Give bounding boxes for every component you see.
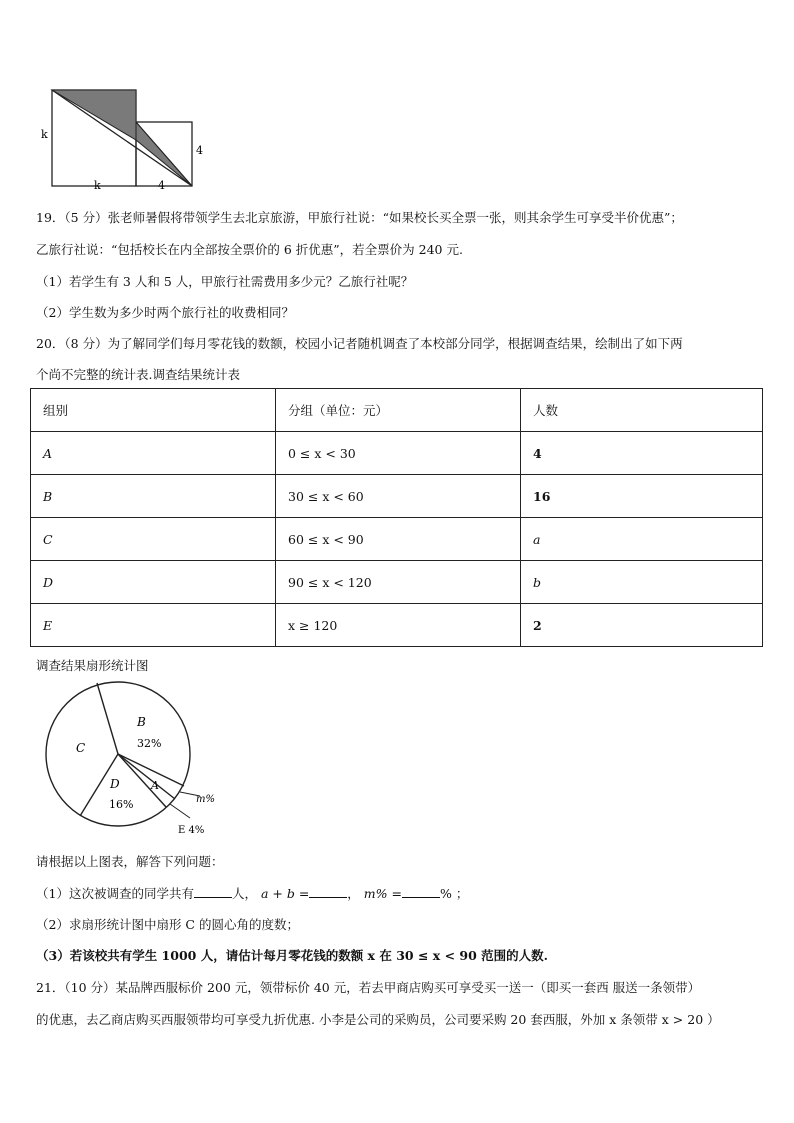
table-row <box>31 518 763 561</box>
cell-count: 2 <box>521 604 763 647</box>
pie-label-e: E 4% <box>178 825 205 836</box>
label-k-left: k <box>41 128 48 141</box>
q20-sub1-text-b: 人， <box>231 886 257 901</box>
pie-pct-b: 32% <box>137 737 162 750</box>
q20-sub2: （2）求扇形统计图中扇形 C 的圆心角的度数； <box>36 917 299 932</box>
q19-sub1: （1）若学生有 3 人和 5 人，甲旅行社需费用多少元？乙旅行社呢？ <box>36 274 414 289</box>
label-4-right: 4 <box>196 144 203 157</box>
cell-range: 90 ≤ x < 120 <box>276 561 521 604</box>
q19-line2: 乙旅行社说：“包括校长在内全部按全票价的 6 折优惠”，若全票价为 240 元. <box>36 242 463 257</box>
statistics-table <box>30 388 763 647</box>
answer-blank-total[interactable] <box>194 885 232 898</box>
table-row <box>31 561 763 604</box>
cell-range: x ≥ 120 <box>276 604 521 647</box>
pie-divider-a-e <box>118 754 175 799</box>
table-row <box>31 604 763 647</box>
pie-label-b: B <box>137 715 146 729</box>
pie-pct-d: 16% <box>109 798 134 811</box>
label-4-bottom: 4 <box>158 179 165 192</box>
header-range: 分组（单位：元） <box>276 389 521 432</box>
cell-range: 0 ≤ x < 30 <box>276 432 521 475</box>
q21-line1: 21．（10 分）某品牌西服标价 200 元，领带标价 40 元，若去甲商店购买可享受买一送一（即买一套西 服送一条领带） <box>36 980 701 995</box>
header-count: 人数 <box>521 389 763 432</box>
q20-prompt: 请根据以上图表，解答下列问题： <box>36 854 224 869</box>
q20-sub1 <box>36 884 468 902</box>
label-k-bottom: k <box>94 179 101 192</box>
cell-count: a <box>521 518 763 561</box>
leader-e <box>170 804 190 818</box>
pie-label-a: A <box>151 779 159 792</box>
table-row <box>31 432 763 475</box>
q20-sub1-comma: ， <box>347 886 360 901</box>
pie-label-d: D <box>110 777 120 791</box>
q20-sub1-eq-ab: a + b = <box>260 886 310 901</box>
q20-line2: 个尚不完整的统计表.调查结果统计表 <box>36 367 240 382</box>
answer-blank-m[interactable] <box>402 885 440 898</box>
cell-count: 4 <box>521 432 763 475</box>
cell-count: 16 <box>521 475 763 518</box>
geometry-figure <box>36 82 206 194</box>
cell-group: E <box>31 604 276 647</box>
q20-sub1-end: % ； <box>439 886 469 901</box>
q20-sub1-text-a: （1）这次被调查的同学共有 <box>36 886 194 901</box>
cell-group: B <box>31 475 276 518</box>
header-group: 组别 <box>31 389 276 432</box>
answer-blank-ab[interactable] <box>309 885 347 898</box>
cell-group: C <box>31 518 276 561</box>
q20-line1: 20．（8 分）为了解同学们每月零花钱的数额，校园小记者随机调查了本校部分同学，根据调查结果，绘制出了如下两 <box>36 336 683 351</box>
q21-line2: 的优惠，去乙商店购买西服领带均可享受九折优惠. 小李是公司的采购员，公司要采购 20 套西服，外加 x 条领带 x > 20 ） <box>36 1012 720 1027</box>
cell-range: 30 ≤ x < 60 <box>276 475 521 518</box>
cell-group: D <box>31 561 276 604</box>
table-row <box>31 475 763 518</box>
cell-group: A <box>31 432 276 475</box>
q20-sub3: （3）若该校共有学生 1000 人，请估计每月零花钱的数额 x 在 30 ≤ x < 90 范围的人数. <box>36 948 549 963</box>
pie-label-m: m% <box>196 794 215 805</box>
cell-range: 60 ≤ x < 90 <box>276 518 521 561</box>
q19-sub2: （2）学生数为多少时两个旅行社的收费相同？ <box>36 305 294 320</box>
q20-sub1-eq-m: m% = <box>363 886 402 901</box>
pie-divider-bc <box>97 683 118 754</box>
shaded-triangle-upper <box>52 90 136 140</box>
pie-chart-title: 调查结果扇形统计图 <box>36 658 149 673</box>
q19-line1: 19．（5 分）张老师暑假将带领学生去北京旅游，甲旅行社说：“如果校长买全票一张，则其余学生可享受半价优惠”； <box>36 210 683 225</box>
cell-count: b <box>521 561 763 604</box>
table-header-row <box>31 389 763 432</box>
pie-label-c: C <box>76 741 86 755</box>
pie-chart <box>40 676 230 840</box>
